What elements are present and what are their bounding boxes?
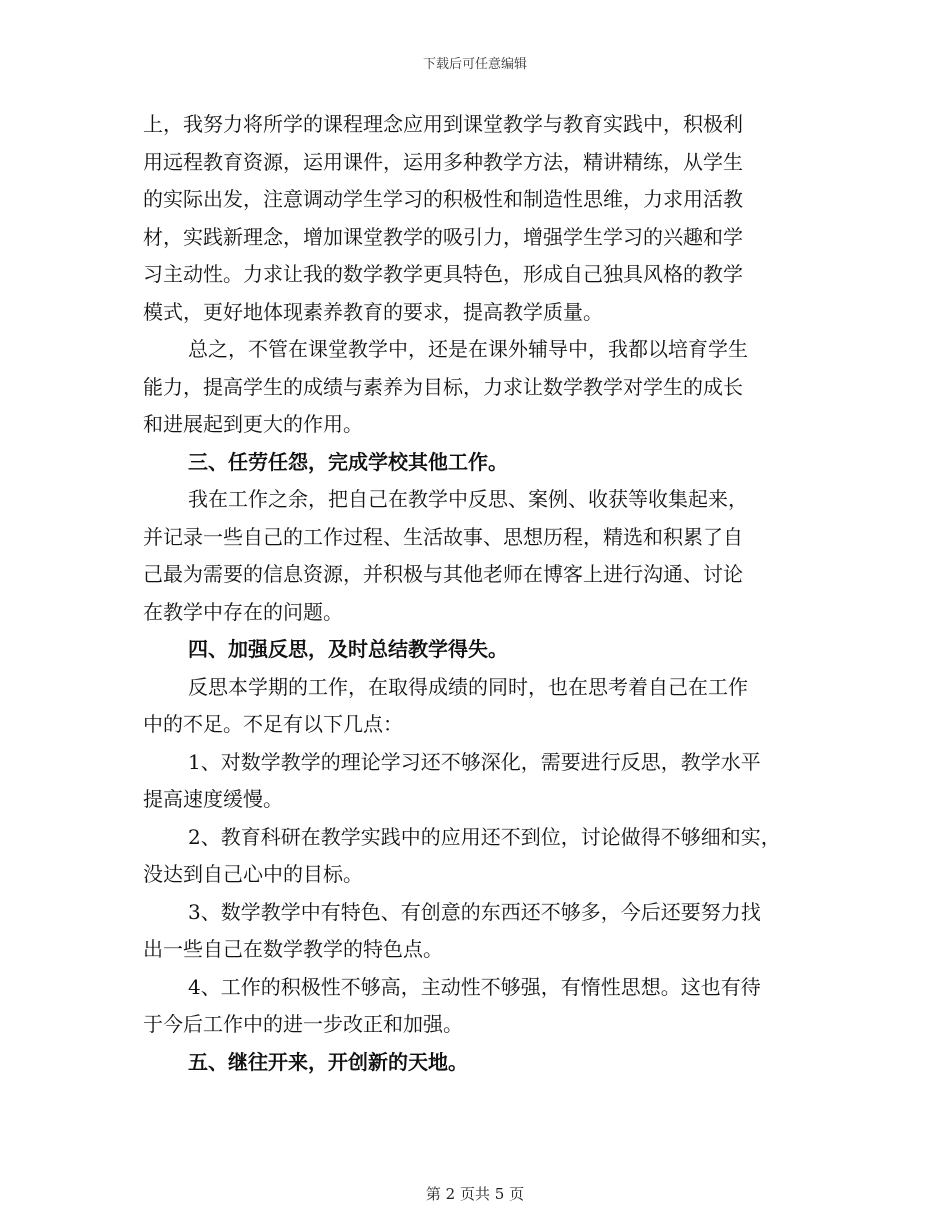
text-line: 并记录一些自己的工作过程、生活故事、思想历程，精选和积累了自 xyxy=(143,524,743,549)
section-heading: 四、加强反思，及时总结教学得失。 xyxy=(188,637,508,661)
text-line: 我在工作之余，把自己在教学中反思、案例、收获等收集起来， xyxy=(188,487,748,511)
page-footer: 第 2 页共 5 页 xyxy=(425,1185,525,1203)
text-line: 和进展起到更大的作用。 xyxy=(143,412,363,436)
text-line: 模式，更好地体现素养教育的要求，提高教学质量。 xyxy=(143,299,603,324)
text-line: 提高速度缓慢。 xyxy=(143,787,283,811)
text-line: 反思本学期的工作，在取得成绩的同时，也在思考着自己在工作 xyxy=(188,674,748,699)
text-line: 己最为需要的信息资源，并积极与其他老师在博客上进行沟通、讨论 xyxy=(143,562,743,586)
text-line: 没达到自己心中的目标。 xyxy=(143,862,363,886)
text-line: 上，我努力将所学的课程理念应用到课堂教学与教育实践中，积极利 xyxy=(143,112,743,136)
text-line: 总之，不管在课堂教学中，还是在课外辅导中，我都以培育学生 xyxy=(188,337,748,361)
page-header: 下载后可任意编辑 xyxy=(422,57,527,72)
text-line: 1、对数学教学的理论学习还不够深化，需要进行反思，教学水平 xyxy=(188,749,761,774)
text-line: 中的不足。不足有以下几点： xyxy=(143,712,403,736)
text-line: 能力，提高学生的成绩与素养为目标，力求让数学教学对学生的成长 xyxy=(143,374,743,399)
text-line: 3、数学教学中有特色、有创意的东西还不够多，今后还要努力找 xyxy=(188,899,761,924)
text-line: 4、工作的积极性不够高，主动性不够强，有惰性思想。这也有待 xyxy=(188,974,761,999)
text-line: 出一些自己在数学教学的特色点。 xyxy=(143,937,443,961)
text-line: 材，实践新理念，增加课堂教学的吸引力，增强学生学习的兴趣和学 xyxy=(143,224,743,249)
document-body xyxy=(143,106,815,1081)
section-heading: 五、继往开来，开创新的天地。 xyxy=(188,1049,468,1074)
text-line: 习主动性。力求让我的数学教学更具特色，形成自己独具风格的教学 xyxy=(143,262,743,286)
text-line: 在教学中存在的问题。 xyxy=(143,599,343,624)
text-line: 用远程教育资源，运用课件，运用多种教学方法，精讲精练，从学生 xyxy=(143,149,743,174)
text-line: 的实际出发，注意调动学生学习的积极性和制造性思维，力求用活教 xyxy=(143,187,743,211)
text-line: 于今后工作中的进一步改正和加强。 xyxy=(143,1012,463,1036)
text-line: 2、教育科研在教学实践中的应用还不到位，讨论做得不够细和实， xyxy=(188,824,781,849)
section-heading: 三、任劳任怨，完成学校其他工作。 xyxy=(188,449,508,474)
